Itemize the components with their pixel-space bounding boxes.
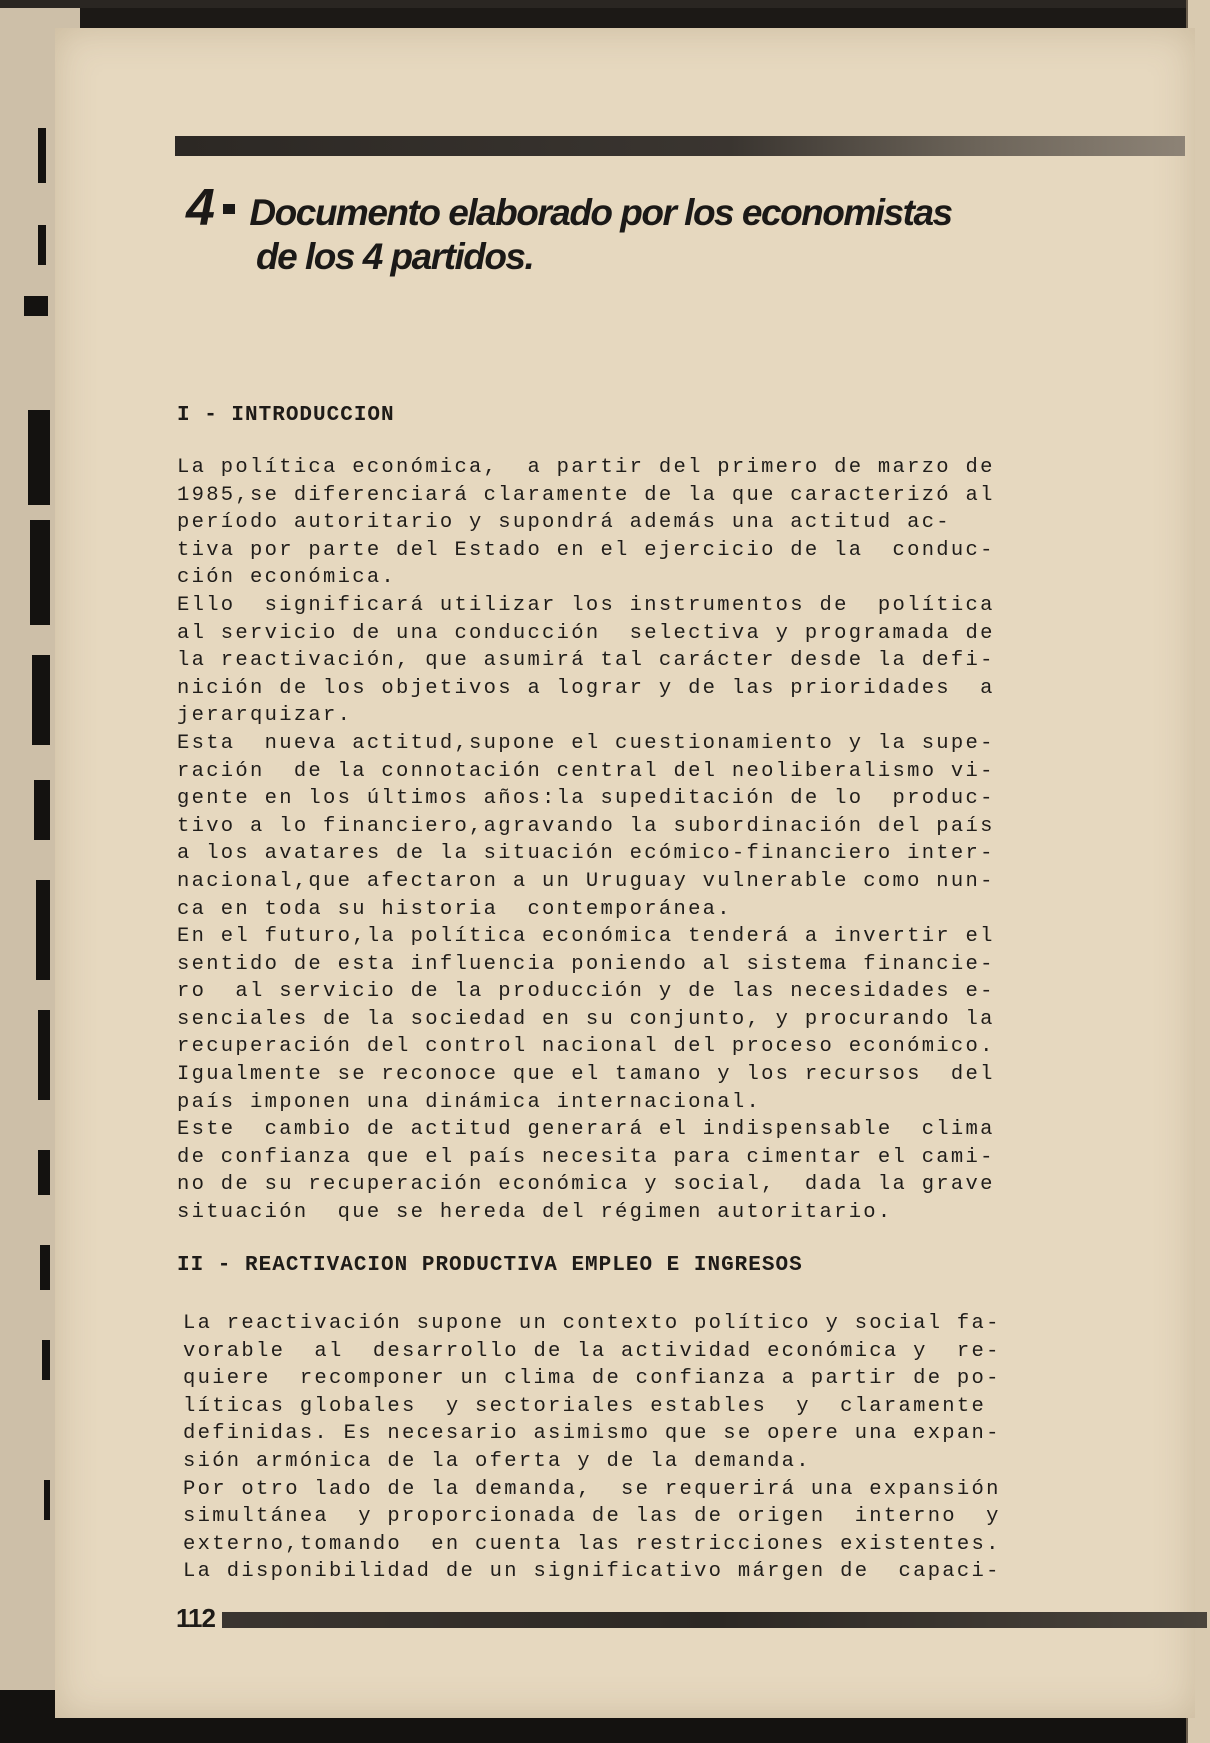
text-line: tiva por parte del Estado en el ejercicio de la conduc-: [177, 538, 995, 562]
text-line: En el futuro,la política económica tenderá a invertir el: [177, 925, 995, 949]
page-edge-mark: [28, 410, 50, 505]
section-body-introduccion: [177, 454, 995, 1227]
header-rule: [175, 136, 1185, 156]
document-title: [186, 178, 1146, 278]
page-edge-mark: [32, 655, 50, 745]
title-text-line-2: de los 4 partidos.: [256, 236, 534, 277]
title-number: 4: [186, 179, 214, 237]
text-line: sentido de esta influencia poniendo al sistema financie-: [177, 952, 995, 976]
text-line: senciales de la sociedad en su conjunto, y procurando la: [177, 1007, 995, 1031]
text-line: 1985,se diferenciará claramente de la que caracterizó al: [177, 483, 995, 507]
page-edge-mark: [36, 880, 50, 980]
section-heading-introduccion: I - INTRODUCCION: [177, 404, 395, 427]
text-line: ción económica.: [177, 566, 397, 590]
text-line: tivo a lo financiero,agravando la subordinación del país: [177, 814, 995, 838]
text-line: gente en los últimos años:la supeditación de lo produc-: [177, 787, 995, 811]
page-edge-mark: [24, 296, 48, 316]
bullet-icon: [223, 204, 235, 214]
text-line: La disponibilidad de un significativo márgen de capaci-: [183, 1560, 1001, 1584]
text-line: Este cambio de actitud generará el indispensable clima: [177, 1118, 995, 1142]
text-line: ro al servicio de la producción y de las necesidades e-: [177, 980, 995, 1004]
text-line: vorable al desarrollo de la actividad económica y re-: [183, 1339, 1001, 1363]
text-line: no de su recuperación económica y social, dada la grave: [177, 1173, 995, 1197]
text-line: al servicio de una conducción selectiva y programada de: [177, 621, 995, 645]
text-line: recuperación del control nacional del proceso económico.: [177, 1035, 995, 1059]
text-line: definidas. Es necesario asimismo que se opere una expan-: [183, 1422, 1001, 1446]
text-line: líticas globales y sectoriales estables y claramente: [183, 1394, 987, 1418]
top-edge: [0, 0, 1210, 8]
page-edge-mark: [38, 128, 46, 183]
text-line: a los avatares de la situación ecómico-financiero inter-: [177, 842, 995, 866]
text-line: Esta nueva actitud,supone el cuestionamiento y la supe-: [177, 731, 995, 755]
title-text-line-1: Documento elaborado por los economistas: [249, 192, 952, 233]
page-edge-mark: [38, 225, 46, 265]
footer-rule: [222, 1612, 1207, 1628]
text-line: sión armónica de la oferta y de la demanda.: [183, 1449, 811, 1473]
text-line: la reactivación, que asumirá tal carácter desde la defi-: [177, 649, 995, 673]
text-line: período autoritario y supondrá además una actitud ac-: [177, 511, 951, 535]
page-edge-mark: [30, 520, 50, 625]
text-line: ca en toda su historia contemporánea.: [177, 897, 732, 921]
text-line: nición de los objetivos a lograr y de las prioridades a: [177, 676, 995, 700]
page-edge-mark: [44, 1480, 50, 1520]
text-line: país imponen una dinámica internacional.: [177, 1090, 762, 1114]
page-number: 112: [176, 1603, 215, 1633]
text-line: simultánea y proporcionada de las de origen interno y: [183, 1505, 1001, 1529]
text-line: La política económica, a partir del primero de marzo de: [177, 456, 995, 479]
text-line: Por otro lado de la demanda, se requerirá una expansión: [183, 1477, 1001, 1501]
text-line: La reactivación supone un contexto político y social fa-: [183, 1312, 1001, 1335]
text-line: quiere recomponer un clima de confianza a partir de po-: [183, 1367, 1001, 1391]
text-line: Igualmente se reconoce que el tamano y los recursos del: [177, 1063, 995, 1087]
text-line: nacional,que afectaron a un Uruguay vulnerable como nun-: [177, 869, 995, 893]
text-line: jerarquizar.: [177, 704, 353, 728]
page-edge-mark: [38, 1150, 50, 1195]
section-heading-reactivacion: II - REACTIVACION PRODUCTIVA EMPLEO E INGRESOS: [177, 1254, 803, 1277]
text-line: de confianza que el país necesita para cimentar el cami-: [177, 1145, 995, 1169]
title-line-1: [186, 178, 1146, 238]
text-line: situación que se hereda del régimen autoritario.: [177, 1201, 893, 1225]
text-line: externo,tomando en cuenta las restricciones existentes.: [183, 1532, 1001, 1556]
text-line: Ello significará utilizar los instrumentos de política: [177, 593, 995, 617]
page-edge-mark: [34, 780, 50, 840]
page-edge-mark: [38, 1010, 50, 1100]
section-body-reactivacion: [183, 1310, 1001, 1586]
text-line: ración de la connotación central del neoliberalismo vi-: [177, 759, 995, 783]
page-edge-mark: [42, 1340, 50, 1380]
page-edge-mark: [40, 1245, 50, 1290]
